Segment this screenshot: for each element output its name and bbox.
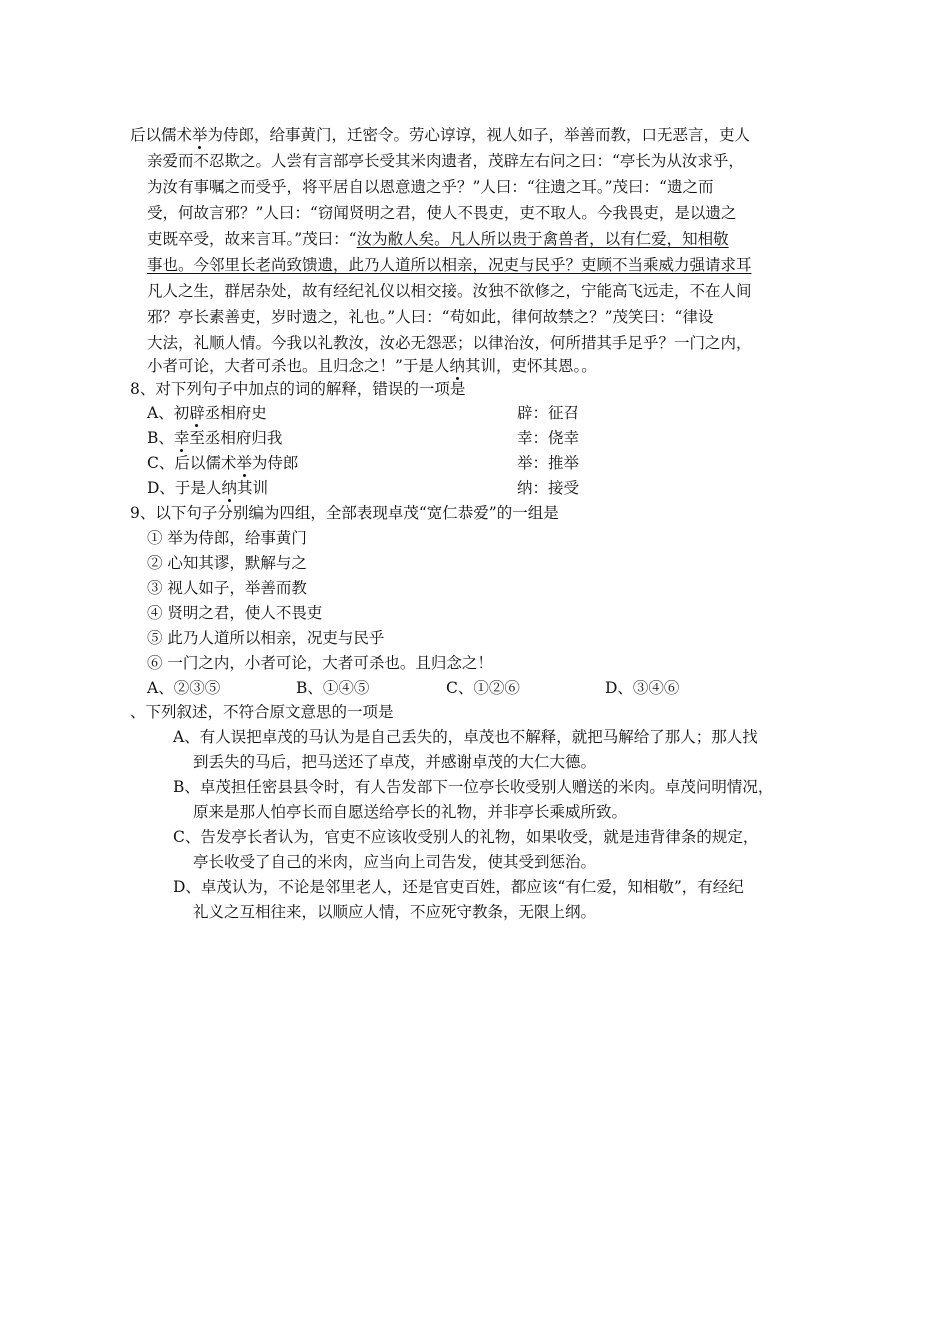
q8-option-b [147,427,627,449]
option-text: C、后以儒术 [147,454,237,472]
option-gloss: 幸：侥幸 [517,429,580,447]
passage-line-8: 邪？亭长素善吏，岁时遗之，礼也。”人曰：“苟如此，律何故禁之？”茂笑曰：“律设 [147,308,714,326]
q9-item: ⑤ 此乃人道所以相亲，况吏与民乎 [147,629,385,647]
underlined-text: 汝为敝人矣。凡人所以贵于禽兽者，以有仁爱，知相敬 [356,230,729,248]
option-text: 为侍郎 [251,454,299,472]
q10-option-a-cont: 到丢失的马后，把马送还了卓茂，并感谢卓茂的大仁大德。 [193,753,597,771]
option-text: 至丞相府归我 [189,429,283,447]
q9-stem: 9、以下句子分别编为四组，全部表现卓茂“宽仁恭爱”的一组是 [130,504,559,522]
q9-item: ③ 视人如子，举善而教 [147,579,307,597]
q10-stem: 、下列叙述，不符合原文意思的一项是 [130,703,394,721]
option-text: 其训 [236,479,268,497]
passage-line-5 [147,228,729,250]
q9-item: ④ 贤明之君，使人不畏吏 [147,604,323,622]
q9-choice-a: A、②③⑤ [147,679,221,697]
dotted-char: 举 [192,126,208,144]
passage-text: 吏既卒受，故来言耳。”茂曰：“ [147,230,357,248]
option-gloss: 纳：接受 [517,479,580,497]
q10-option-c: C、告发亭长者认为，官吏不应该收受别人的礼物，如果收受，就是违背律条的规定， [173,828,759,846]
q9-item: ① 举为侍郎，给事黄门 [147,529,307,547]
q10-option-b: B、卓茂担任密县县令时，有人告发部下一位亭长收受别人赠送的米肉。卓茂问明情况， [173,778,774,796]
q8-option-a [147,402,627,424]
passage-line-7: 凡人之生，群居杂处，故有经纪礼仪以相交接。汝独不欲修之，宁能高飞远走，不在人间 [147,282,752,300]
q10-option-b-cont: 原来是那人怕亭长而自愿送给亭长的礼物，并非亭长乘威所致。 [193,803,628,821]
dotted-char: 纳 [221,479,237,497]
passage-line-10 [147,355,597,377]
passage-line-4: 受，何故言邪？”人曰：“窃闻贤明之君，使人不畏吏，吏不取人。今我畏吏，是以遗之 [147,204,737,222]
q9-choice-b: B、①④⑤ [296,679,370,697]
option-gloss: 辟：征召 [517,404,580,422]
q10-option-d: D、卓茂认为，不论是邻里老人，还是官吏百姓，都应该“有仁爱，知相敬”，有经纪 [173,878,744,896]
passage-text: 为侍郎，给事黄门，迁密令。劳心谆谆，视人如子，举善而教，口无恶言，吏人 [207,126,751,144]
q9-item: ⑥ 一门之内，小者可论，大者可杀也。且归念之！ [147,654,493,672]
dotted-char: 幸 [173,429,190,447]
q9-item: ② 心知其谬，默解与之 [147,554,307,572]
option-text: B、 [147,429,174,447]
q8-option-d [147,477,627,499]
passage-text: 小者可论，大者可杀也。且归念之！”于是人 [147,357,450,375]
passage-text: 后以儒术 [130,126,193,144]
passage-line-1 [130,124,750,146]
passage-line-9: 大法，礼顺人情。今我以礼教汝，汝必无怨恶；以律治汝，何所措其手足乎？一门之内， [147,334,752,352]
dotted-char: 举 [236,454,252,472]
q9-choice-c: C、①②⑥ [446,679,520,697]
option-gloss: 举：推举 [517,454,580,472]
option-text: D、于是人 [147,479,222,497]
q10-option-d-cont: 礼义之互相往来，以顺应人情，不应死守教条，无限上纲。 [193,903,597,921]
q9-choice-d: D、③④⑥ [605,679,680,697]
passage-text: 其训，吏怀其恩。。 [464,357,597,375]
dotted-char: 辟 [189,404,205,422]
q8-option-c [147,452,627,474]
option-text: A、初 [147,404,190,422]
option-text: 丞相府史 [204,404,267,422]
passage-line-3: 为汝有事嘱之而受乎，将平居自以恩意遗之乎？”人曰：“往遗之耳。”茂曰：“遗之而 [147,178,714,196]
passage-line-2: 亲爱而不忍欺之。人尝有言部亭长受其米肉遗者，茂辟左右问之曰：“亭长为从汝求乎， [147,152,744,170]
q8-stem: 8、对下列句子中加点的词的解释，错误的一项是 [130,380,466,398]
q10-option-a: A、有人误把卓茂的马认为是自己丢失的，卓茂也不解释，就把马解给了那人；那人找 [173,728,758,746]
dotted-char: 纳 [449,357,465,375]
q10-option-c-cont: 亭长收受了自己的米肉，应当向上司告发，使其受到惩治。 [193,853,597,871]
passage-line-6: 事也。今邻里长老尚致馈遗，此乃人道所以相亲，况吏与民乎？吏顾不当乘威力强请求耳 [147,256,752,274]
